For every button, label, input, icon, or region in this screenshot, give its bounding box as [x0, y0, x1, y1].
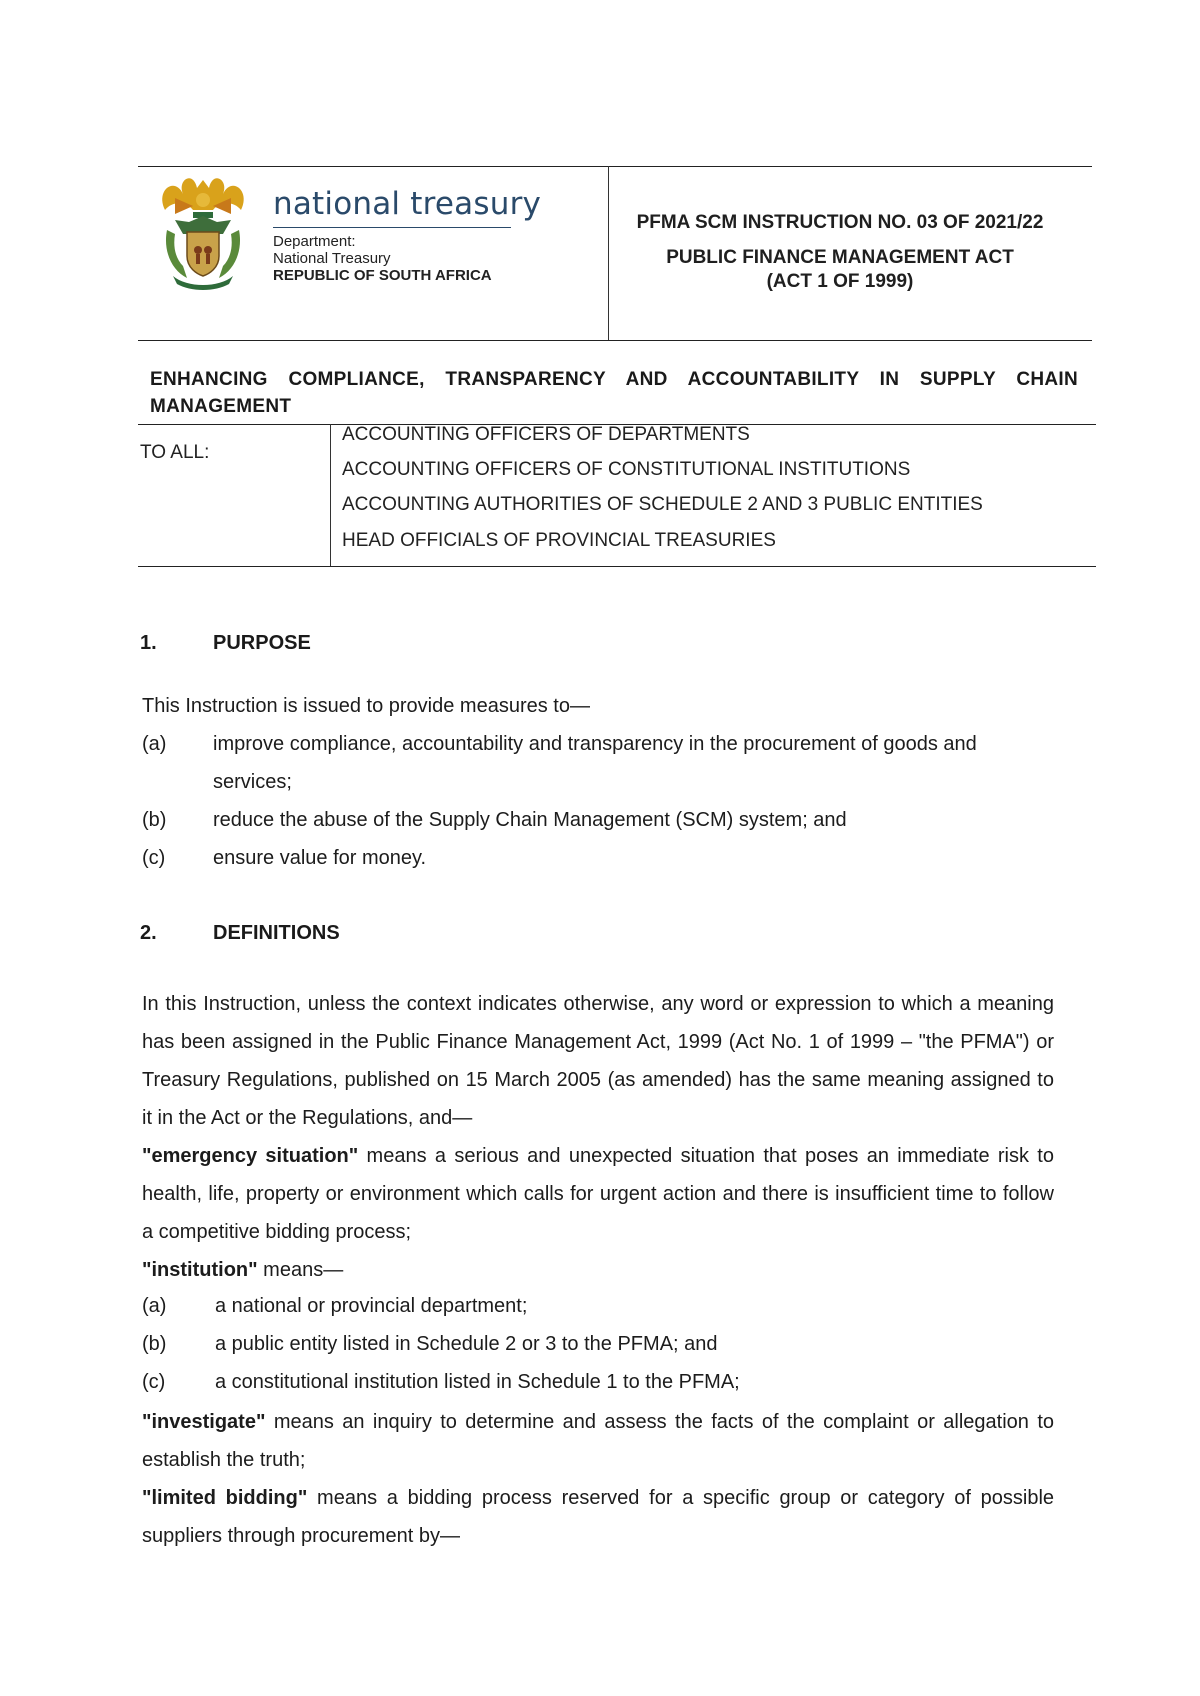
definition-text: means a bidding process reserved for a specific group or category of possible suppliers through procurement by—	[142, 1487, 1055, 1547]
addressee-divider	[330, 424, 331, 566]
institution-item-label: (b)	[142, 1333, 167, 1355]
section-2-number: 2.	[140, 922, 157, 944]
addressee-item: ACCOUNTING AUTHORITIES OF SCHEDULE 2 AND 3 PUBLIC ENTITIES	[342, 494, 983, 515]
addressee-item: HEAD OFFICIALS OF PROVINCIAL TREASURIES	[342, 530, 776, 551]
definition-text: means a serious and unexpected situation that poses an immediate risk to health, life, property or environment which calls for urgent action and there is insufficient time to follow a competitive bidding process;	[142, 1145, 1054, 1243]
definition-text: means—	[257, 1259, 344, 1281]
header-top-rule	[138, 166, 1092, 167]
term-limited-bidding: "limited bidding"	[142, 1487, 308, 1509]
term-institution: "institution"	[142, 1259, 258, 1281]
purpose-item-label: (c)	[142, 847, 166, 869]
section-1-heading: PURPOSE	[213, 632, 311, 654]
addressee-bottom-rule	[138, 566, 1096, 567]
institution-item-label: (a)	[142, 1295, 167, 1317]
definitions-intro: In this Instruction, unless the context indicates otherwise, any word or expression to which a meaning has been assigned in the Public Finance Management Act, 1999 (Act No. 1 of 1999 – "the PFMA") or Treasury Regulations, published on 15 March 2005 (as amended) has the same meaning assigned to it in the Act or the Regulations, and—	[142, 993, 1054, 1129]
term-emergency: "emergency situation"	[142, 1145, 359, 1167]
addressee-item: ACCOUNTING OFFICERS OF DEPARTMENTS	[342, 424, 750, 445]
addressee-label: TO ALL:	[140, 442, 210, 463]
institution-item-label: (c)	[142, 1371, 166, 1393]
purpose-item-text: reduce the abuse of the Supply Chain Management (SCM) system; and	[213, 809, 847, 831]
purpose-item-text: ensure value for money.	[213, 847, 427, 869]
document-title: ENHANCING COMPLIANCE, TRANSPARENCY AND ACCOUNTABILITY IN SUPPLY CHAIN MANAGEMENT	[150, 369, 1078, 417]
definition-emergency	[142, 1137, 1054, 1251]
section-2-heading: DEFINITIONS	[213, 922, 340, 944]
act-title: PUBLIC FINANCE MANAGEMENT ACT	[666, 247, 1014, 268]
header-divider	[608, 166, 609, 340]
section-1-intro: This Instruction is issued to provide measures to—	[142, 695, 590, 717]
department-name: National Treasury	[273, 250, 391, 267]
addressee-item: ACCOUNTING OFFICERS OF CONSTITUTIONAL INSTITUTIONS	[342, 459, 911, 480]
country-name: REPUBLIC OF SOUTH AFRICA	[273, 267, 492, 284]
act-number: (ACT 1 OF 1999)	[766, 271, 914, 292]
department-label: Department:	[273, 233, 356, 250]
definition-limited-bidding	[142, 1479, 1054, 1555]
institution-item-text: a constitutional institution listed in Schedule 1 to the PFMA;	[215, 1371, 740, 1393]
purpose-item-text: improve compliance, accountability and transparency in the procurement of goods and	[213, 733, 977, 755]
coat-of-arms-icon	[153, 170, 253, 292]
purpose-item-label: (b)	[142, 809, 167, 831]
term-investigate: "investigate"	[142, 1411, 266, 1433]
purpose-item-label: (a)	[142, 733, 167, 755]
definition-investigate	[142, 1403, 1054, 1479]
purpose-item-text-cont: services;	[213, 771, 292, 793]
section-1-number: 1.	[140, 632, 157, 654]
brand-underline	[273, 227, 511, 228]
definition-text: means an inquiry to determine and assess the facts of the complaint or allegation to establish the truth;	[142, 1411, 1054, 1471]
header-bottom-rule	[138, 340, 1092, 341]
brand-name: national treasury	[273, 186, 542, 222]
institution-item-text: a public entity listed in Schedule 2 or 3 to the PFMA; and	[215, 1333, 718, 1355]
instruction-number: PFMA SCM INSTRUCTION NO. 03 OF 2021/22	[636, 212, 1044, 233]
department-block	[273, 233, 492, 284]
institution-item-text: a national or provincial department;	[215, 1295, 528, 1317]
definition-institution	[142, 1251, 1054, 1289]
